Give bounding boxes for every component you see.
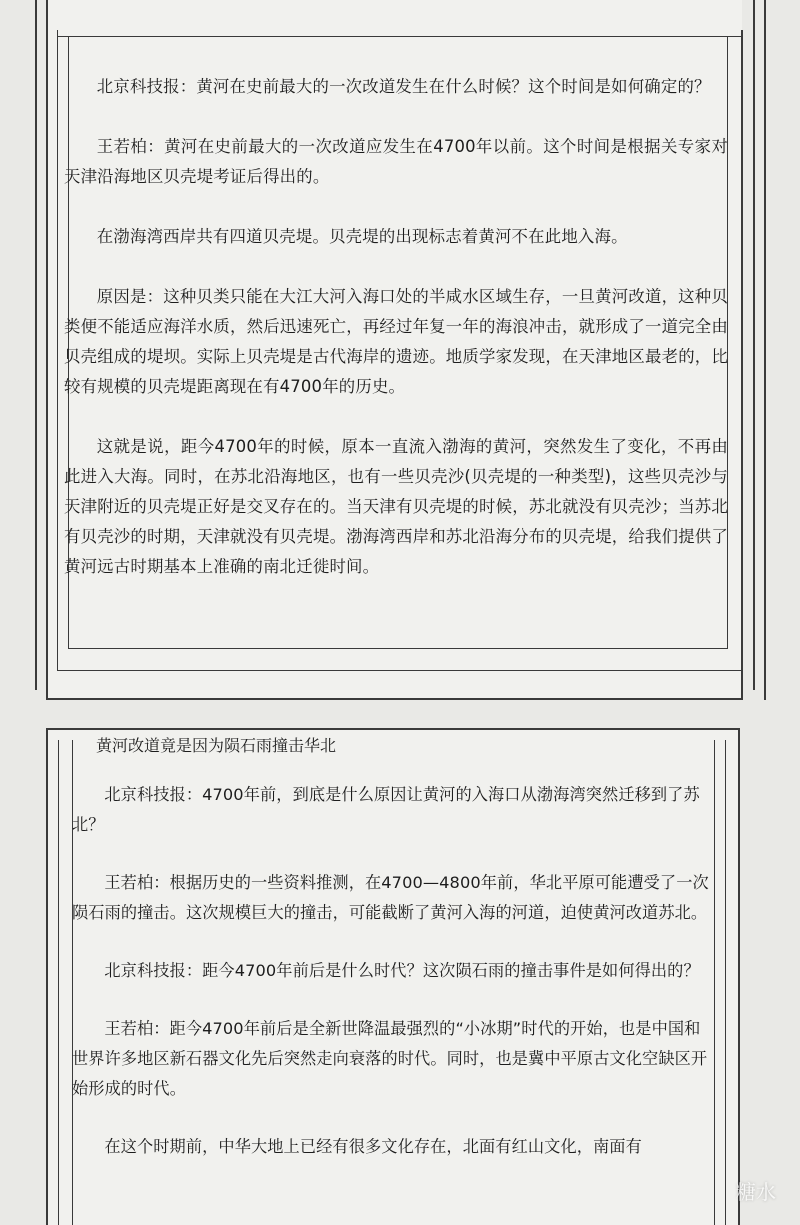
page-1-border: [741, 30, 743, 700]
page-1-border: [46, 0, 48, 700]
paragraph: 北京科技报：4700年前，到底是什么原因让黄河的入海口从渤海湾突然迁移到了苏北？: [72, 785, 700, 834]
page-2-border: [714, 740, 715, 1225]
paragraph: 北京科技报：黄河在史前最大的一次改道发生在什么时候？这个时间是如何确定的？: [96, 77, 711, 96]
paragraph: 王若柏：黄河在史前最大的一次改道应发生在4700年以前。这个时间是根据关专家对天津沿海地区贝壳堤考证后得出的。: [64, 137, 728, 186]
page-1-border: [46, 698, 743, 700]
page-2-border: [58, 740, 59, 1225]
page-1-border: [68, 648, 728, 649]
page-1-border: [753, 0, 755, 690]
page-1-border: [57, 670, 741, 671]
page-2-border: [725, 740, 726, 1225]
paragraph: 在这个时期前，中华大地上已经有很多文化存在，北面有红山文化，南面有: [104, 1137, 642, 1156]
page-1-border: [35, 0, 37, 690]
watermark-text: 糖水: [736, 1180, 776, 1204]
paragraph: 这就是说，距今4700年的时候，原本一直流入渤海的黄河，突然发生了变化，不再由此进入大海。同时，在苏北沿海地区，也有一些贝壳沙(贝壳堤的一种类型)，这些贝壳沙与天津附近的贝壳堤正好是交叉存在的。当天津有贝壳堤的时候，苏北就没有贝壳沙；当苏北有贝壳沙的时期，天津就没有贝壳堤。渤海湾西岸和苏北沿海分布的贝壳堤，给我们提供了黄河远古时期基本上准确的南北迁徙时间。: [64, 437, 728, 576]
paragraph: 王若柏：距今4700年前后是全新世降温最强烈的“小冰期”时代的开始，也是中国和世界许多地区新石器文化先后突然走向衰落的时代。同时，也是冀中平原古文化空缺区开始形成的时代。: [72, 1019, 708, 1098]
page-1-border: [57, 36, 741, 37]
paragraph: 王若柏：根据历史的一些资料推测，在4700—4800年前，华北平原可能遭受了一次陨石雨的撞击。这次规模巨大的撞击，可能截断了黄河入海的河道，迫使黄河改道苏北。: [72, 873, 709, 922]
page-2-border: [46, 728, 740, 730]
page-1-border: [57, 30, 58, 670]
page-2-text: [72, 734, 712, 1162]
page-1-border: [764, 0, 766, 700]
page-2-border: [738, 728, 740, 1225]
paragraph: 在渤海湾西岸共有四道贝壳堤。贝壳堤的出现标志着黄河不在此地入海。: [96, 227, 628, 246]
paragraph: 原因是：这种贝类只能在大江大河入海口处的半咸水区域生存，一旦黄河改道，这种贝类便不能适应海洋水质，然后迅速死亡，再经过年复一年的海浪冲击，就形成了一道完全由贝壳组成的堤坝。实际上贝壳堤是古代海岸的遗迹。地质学家发现，在天津地区最老的，比较有规模的贝壳堤距离现在有4700年的历史。: [64, 287, 728, 396]
page-1-text: [64, 72, 728, 582]
paragraph: 北京科技报：距今4700年前后是什么时代？这次陨石雨的撞击事件是如何得出的？: [104, 961, 700, 980]
page-2-border: [46, 728, 48, 1225]
article-heading: 黄河改道竟是因为陨石雨撞击华北: [96, 736, 337, 755]
